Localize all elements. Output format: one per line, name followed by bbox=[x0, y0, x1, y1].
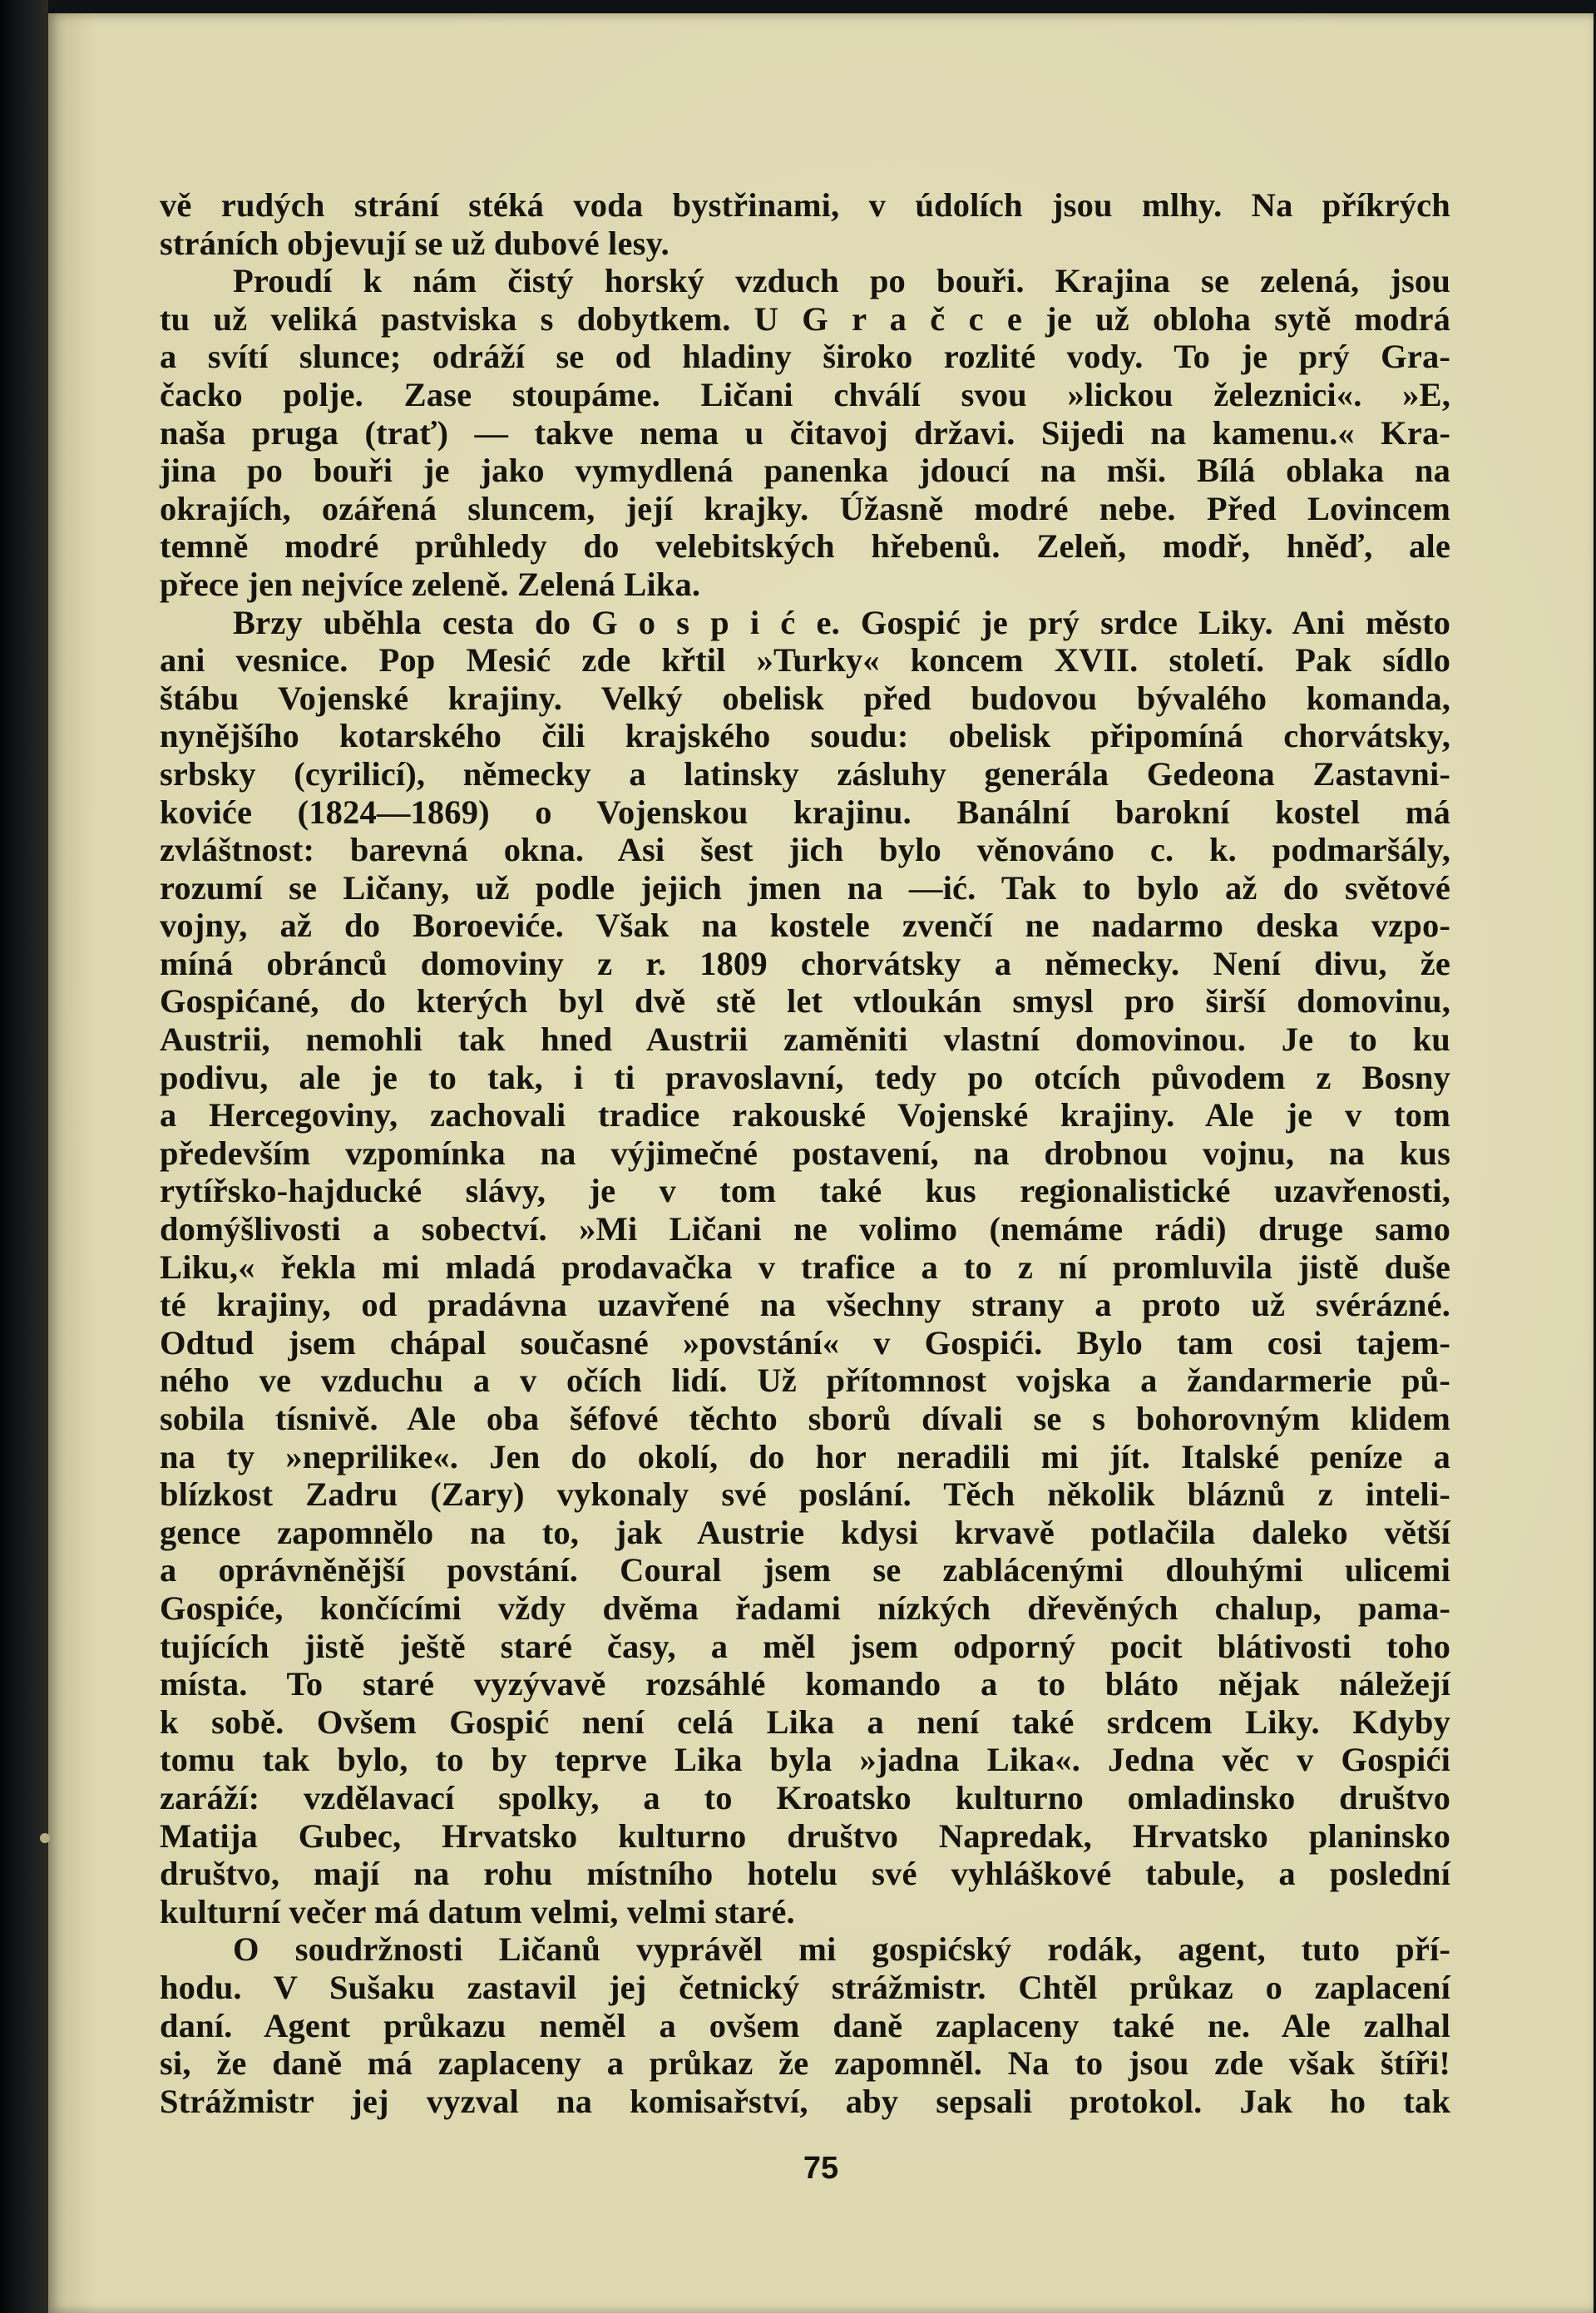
text-line: ného ve vzduchu a v očích lidí. Už přítomnost vojska a žandarmerie pů- bbox=[160, 1362, 1450, 1400]
text-line: a oprávněnější povstání. Coural jsem se zablácenými dlouhými ulicemi bbox=[160, 1551, 1450, 1589]
text-line: Odtud jsem chápal současné »povstání« v Gospići. Bylo tam cosi tajem- bbox=[160, 1323, 1450, 1362]
text-line: místa. To staré vyzývavě rozsáhlé komando a to bláto nějak náležejí bbox=[160, 1665, 1450, 1703]
text-line: tujících jistě ještě staré časy, a měl jsem odporný pocit blátivosti toho bbox=[160, 1627, 1450, 1665]
text-line: koviće (1824—1869) o Vojenskou krajinu. Banální barokní kostel má bbox=[160, 793, 1450, 831]
text-line: tu už veliká pastviska s dobytkem. U G r a č c e je už obloha sytě modrá bbox=[160, 299, 1450, 338]
text-line: temně modré průhledy do velebitských hřebenů. Zeleň, modř, hněď, ale bbox=[160, 527, 1450, 566]
text-line: Liku,« řekla mi mladá prodavačka v trafice a to z ní promluvila jistě duše bbox=[160, 1248, 1450, 1286]
text-line: přece jen nejvíce zeleně. Zelená Lika. bbox=[160, 565, 701, 603]
text-line: míná obránců domoviny z r. 1809 chorvátsky a německy. Není divu, že bbox=[160, 944, 1450, 982]
text-line: sobila tísnivě. Ale oba šéfové těchto sborů dívali se s bohorovným klidem bbox=[160, 1400, 1450, 1437]
text-line: tomu tak bylo, to by teprve Lika byla »jadna Lika«. Jedna věc v Gospići bbox=[160, 1741, 1450, 1779]
text-line: društvo, mají na rohu místního hotelu své vyhláškové tabule, a poslední bbox=[160, 1855, 1450, 1893]
scan-edge bbox=[0, 0, 48, 2313]
text-line: zaráží: vzdělavací spolky, a to Kroatsko kulturno omladinsko društvo bbox=[160, 1778, 1450, 1816]
text-line: vojny, až do Boroeviće. Však na kostele zvenčí ne nadarmo deska vzpo- bbox=[160, 907, 1450, 945]
text-line: na ty »neprilike«. Jen do okolí, do hor neradili mi jít. Italské peníze a bbox=[160, 1437, 1450, 1475]
text-line: rytířsko-hajducké slávy, je v tom také kus regionalistické uzavřenosti, bbox=[160, 1172, 1450, 1210]
text-line: naša pruga (trať) — takve nema u čitavoj državi. Sijedi na kamenu.« Kra- bbox=[160, 413, 1450, 452]
text-line: a svítí slunce; odráží se od hladiny široko rozlité vody. To je prý Gra- bbox=[160, 338, 1450, 376]
paragraph-start-line: Proudí k nám čistý horský vzduch po bouři. Krajina se zelená, jsou bbox=[233, 262, 1450, 300]
text-line: rozumí se Ličany, už podle jejich jmen na —ić. Tak to bylo až do světové bbox=[160, 868, 1450, 907]
paper-spot bbox=[40, 1833, 50, 1843]
text-line: podivu, ale je to tak, i ti pravoslavní, tedy po otcích původem z Bosny bbox=[160, 1058, 1450, 1096]
text-line: k sobě. Ovšem Gospić není celá Lika a není také srdcem Liky. Kdyby bbox=[160, 1703, 1450, 1741]
text-line: jina po bouři je jako vymydlená panenka jdoucí na mši. Bílá oblaka na bbox=[160, 452, 1450, 490]
text-line: Gospićané, do kterých byl dvě stě let vtloukán smysl pro širší domovinu, bbox=[160, 982, 1450, 1021]
text-line: Austrii, nemohli tak hned Austrii zaměniti vlastní domovinou. Je to ku bbox=[160, 1021, 1450, 1059]
text-line: kulturní večer má datum velmi, velmi staré. bbox=[160, 1892, 795, 1930]
text-line: té krajiny, od pradávna uzavřené na všechny strany a proto už svérázné. bbox=[160, 1286, 1450, 1324]
body-text bbox=[160, 186, 1450, 2120]
text-line: okrajích, ozářená sluncem, její krajky. Úžasně modré nebe. Před Lovincem bbox=[160, 489, 1450, 527]
text-line: gence zapomnělo na to, jak Austrie kdysi krvavě potlačila daleko větší bbox=[160, 1513, 1450, 1551]
text-line: Strážmistr jej vyzval na komisařství, aby sepsali protokol. Jak ho tak bbox=[160, 2082, 1450, 2120]
text-line: ani vesnice. Pop Mesić zde křtil »Turky« koncem XVII. století. Pak sídlo bbox=[160, 641, 1450, 680]
text-line: blízkost Zadru (Zary) vykonaly své poslání. Těch několik bláznů z inteli- bbox=[160, 1475, 1450, 1514]
text-line: daní. Agent průkazu neměl a ovšem daně zaplaceny také ne. Ale zalhal bbox=[160, 2006, 1450, 2044]
text-line: Gospiće, končícími vždy dvěma řadami nízkých dřevěných chalup, pama- bbox=[160, 1589, 1450, 1627]
book-page bbox=[48, 13, 1594, 2313]
text-line: srbsky (cyrilicí), německy a latinsky zásluhy generála Gedeona Zastavni- bbox=[160, 754, 1450, 793]
paragraph-start-line: O soudržnosti Ličanů vyprávěl mi gospićský rodák, agent, tuto pří- bbox=[233, 1930, 1450, 1969]
text-line: především vzpomínka na výjimečné postavení, na drobnou vojnu, na kus bbox=[160, 1134, 1450, 1172]
text-line: nynějšího kotarského čili krajského soudu: obelisk připomíná chorvátsky, bbox=[160, 717, 1450, 755]
text-line: domýšlivosti a sobectví. »Mi Ličani ne volimo (nemáme rádi) druge samo bbox=[160, 1210, 1450, 1248]
text-line: Matija Gubec, Hrvatsko kulturno društvo Napredak, Hrvatsko planinsko bbox=[160, 1816, 1450, 1855]
text-line: si, že daně má zaplaceny a průkaz že zapomněl. Na to jsou zde však štíři! bbox=[160, 2044, 1450, 2083]
text-line: vě rudých strání stéká voda bystřinami, v údolích jsou mlhy. Na příkrých bbox=[160, 186, 1450, 224]
text-line: čacko polje. Zase stoupáme. Ličani chválí svou »lickou železnici«. »E, bbox=[160, 375, 1450, 413]
text-line: štábu Vojenské krajiny. Velký obelisk před budovou bývalého komanda, bbox=[160, 679, 1450, 717]
paragraph-start-line: Brzy uběhla cesta do G o s p i ć e. Gospić je prý srdce Liky. Ani město bbox=[233, 603, 1450, 641]
text-line: zvláštnost: barevná okna. Asi šest jich bylo věnováno c. k. podmaršály, bbox=[160, 831, 1450, 869]
page-number: 75 bbox=[803, 2151, 839, 2186]
text-line: stráních objevují se už dubové lesy. bbox=[160, 224, 670, 262]
text-line: hodu. V Sušaku zastavil jej četnický strážmistr. Chtěl průkaz o zaplacení bbox=[160, 1968, 1450, 2006]
text-line: a Hercegoviny, zachovali tradice rakouské Vojenské krajiny. Ale je v tom bbox=[160, 1096, 1450, 1134]
